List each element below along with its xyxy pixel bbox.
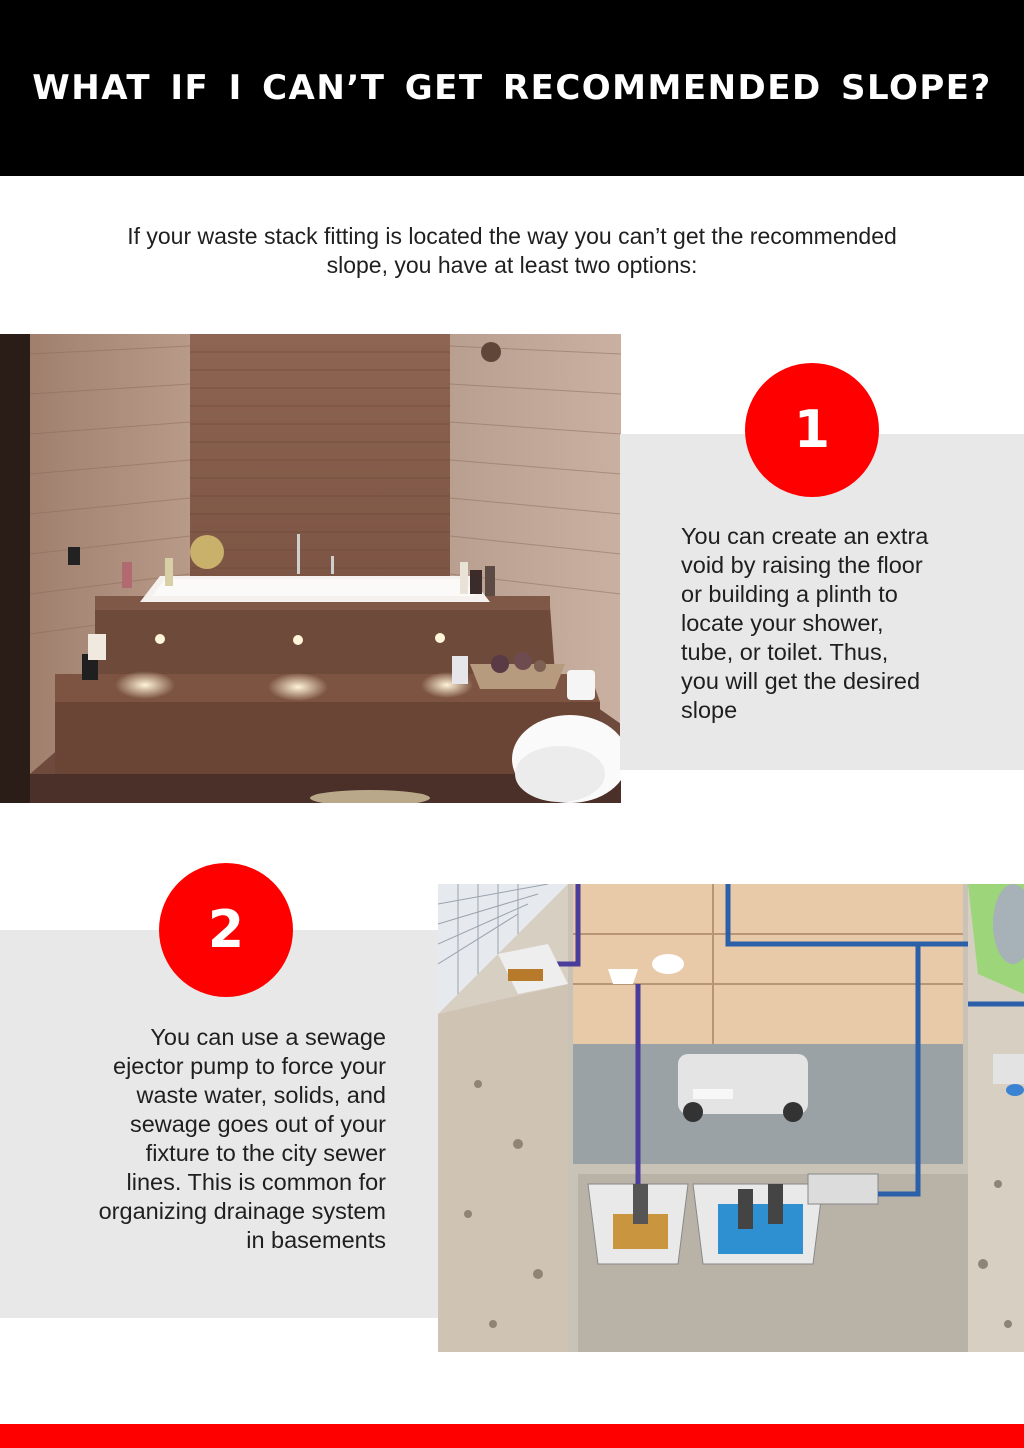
option-2-line: sewage goes out of your: [129, 1111, 386, 1137]
option-1-line: you will get the desired: [681, 668, 921, 694]
intro-text: [60, 222, 964, 280]
option-1-line: You can create an extra: [681, 523, 929, 549]
option-2-line: in basements: [246, 1227, 386, 1253]
intro-line: slope, you have at least two options:: [326, 252, 698, 278]
option-1-line: locate your shower,: [681, 610, 884, 636]
option-2-number-badge: 2: [159, 863, 293, 997]
option-1-line: void by raising the floor: [681, 552, 923, 578]
header-banner: [0, 0, 1024, 176]
option-2-line: lines. This is common for: [126, 1169, 386, 1195]
sewage-ejector-pump-diagram: [438, 884, 1024, 1352]
option-2-description: [70, 1023, 386, 1255]
option-1-line: tube, or toilet. Thus,: [681, 639, 889, 665]
option-1-line: or building a plinth to: [681, 581, 898, 607]
page-title: WHAT IF I CAN’T GET RECOMMENDED SLOPE?: [32, 68, 992, 108]
option-2-line: ejector pump to force your: [113, 1053, 386, 1079]
footer-accent-bar: [0, 1424, 1024, 1448]
option-1-number-badge: 1: [745, 363, 879, 497]
option-1-line: slope: [681, 697, 738, 723]
option-2-line: You can use a sewage: [150, 1024, 386, 1050]
option-1-description: [681, 522, 981, 725]
intro-line: If your waste stack fitting is located the way you can’t get the recommended: [127, 223, 897, 249]
option-2-line: fixture to the city sewer: [145, 1140, 386, 1166]
option-2-line: waste water, solids, and: [136, 1082, 386, 1108]
raised-bathtub-photo: [0, 334, 621, 803]
option-2-line: organizing drainage system: [98, 1198, 386, 1224]
